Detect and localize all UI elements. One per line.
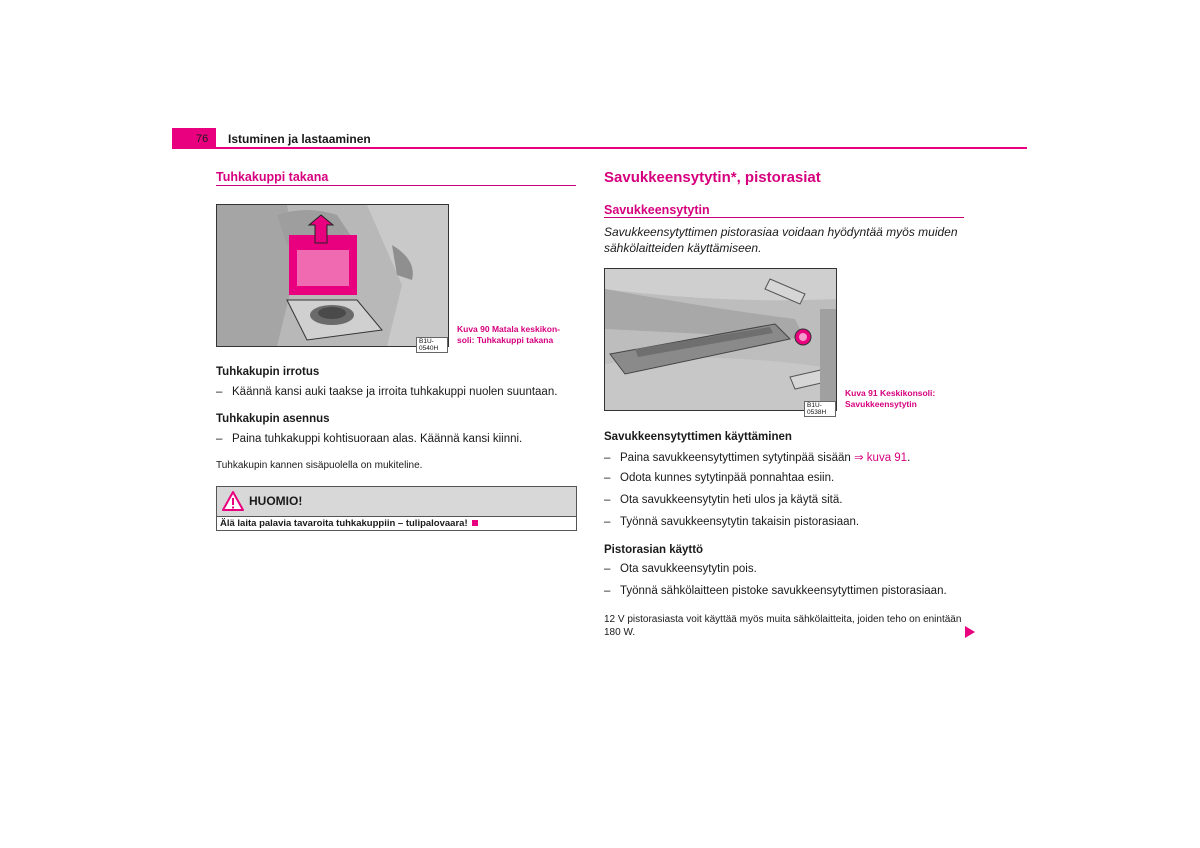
socket-step-1: – Ota savukkeensytytin pois. <box>604 563 757 575</box>
running-head: Istuminen ja lastaaminen <box>228 132 371 146</box>
install-step: – Paina tuhkakuppi kohtisuoraan alas. Käännä kansi kiinni. <box>216 433 523 445</box>
warning-text-row <box>220 518 478 529</box>
step-text: Ota savukkeensytytin heti ulos ja käytä sitä. <box>620 494 843 506</box>
step-text: Ota savukkeensytytin pois. <box>620 563 757 575</box>
figure-ashtray-image <box>216 204 449 352</box>
intro-line: sähkölaitteiden käyttämiseen. <box>604 241 762 255</box>
figure-code: B1U-0540H <box>416 337 448 353</box>
step-text: Paina savukkeensytyttimen sytytinpää sisään <box>620 452 851 464</box>
step-text: Käännä kansi auki taakse ja irroita tuhkakuppi nuolen suuntaan. <box>232 386 558 398</box>
page-number-box <box>172 128 216 148</box>
figure-lighter-image <box>604 268 837 416</box>
caption-line: Savukkeensytytin <box>845 399 917 409</box>
note-line: 12 V pistorasiasta voit käyttää myös muita sähkölaitteita, joiden teho on enintään <box>604 614 962 625</box>
socket-heading: Pistorasian käyttö <box>604 544 704 556</box>
section-rule <box>604 217 964 218</box>
section-title-ashtray: Tuhkakuppi takana <box>216 170 329 184</box>
usage-step-3: – Ota savukkeensytytin heti ulos ja käytä sitä. <box>604 494 843 506</box>
caption-line: Kuva 90 Matala keskikon- <box>457 324 560 334</box>
usage-step-4: – Työnnä savukkeensytytin takaisin pistorasiaan. <box>604 516 860 528</box>
figure-code: B1U-0538H <box>804 401 836 417</box>
socket-step-2: – Työnnä sähkölaitteen pistoke savukkeensytyttimen pistorasiaan. <box>604 585 947 597</box>
removal-heading: Tuhkakupin irrotus <box>216 366 320 378</box>
usage-step-2: – Odota kunnes sytytinpää ponnahtaa esiin. <box>604 472 835 484</box>
usage-heading: Savukkeensytyttimen käyttäminen <box>604 431 792 443</box>
step-text-end: . <box>907 452 911 464</box>
section-title-lighter: Savukkeensytytin <box>604 203 710 217</box>
intro-line: Savukkeensytyttimen pistorasiaa voidaan hyödyntää myös muiden <box>604 225 958 239</box>
warning-title: HUOMIO! <box>249 494 303 508</box>
removal-step: – Käännä kansi auki taakse ja irroita tuhkakuppi nuolen suuntaan. <box>216 386 558 398</box>
warning-box <box>216 486 577 531</box>
section-rule <box>216 185 576 186</box>
figure-reference-link[interactable]: ⇒ kuva 91 <box>853 452 908 464</box>
main-title: Savukkeensytytin*, pistorasiat <box>604 169 821 186</box>
intro-text <box>604 224 958 256</box>
install-heading: Tuhkakupin asennus <box>216 413 330 425</box>
caption-line: soli: Tuhkakuppi takana <box>457 335 554 345</box>
continue-arrow-icon <box>965 626 975 638</box>
end-square-icon <box>472 520 478 526</box>
usage-step-1: – Paina savukkeensytyttimen sytytinpää sisään ⇒ kuva 91. <box>604 452 911 464</box>
warning-triangle-icon <box>222 491 244 511</box>
step-text: Työnnä savukkeensytytin takaisin pistorasiaan. <box>620 516 860 528</box>
page-number: 76 <box>196 133 209 145</box>
figure-91-caption <box>845 388 935 410</box>
warning-header <box>217 487 576 517</box>
note-line: 180 W. <box>604 627 636 638</box>
figure-90-caption <box>457 324 560 346</box>
step-text: Odota kunnes sytytinpää ponnahtaa esiin. <box>620 472 835 484</box>
mug-holder-note: Tuhkakupin kannen sisäpuolella on mukiteline. <box>216 460 423 471</box>
ashtray-illustration <box>217 205 448 346</box>
warning-text: Älä laita palavia tavaroita tuhkakuppiin – tulipalovaara! <box>220 518 468 529</box>
step-text: Paina tuhkakuppi kohtisuoraan alas. Käännä kansi kiinni. <box>232 433 523 445</box>
header-rule <box>172 147 1027 149</box>
step-text: Työnnä sähkölaitteen pistoke savukkeensytyttimen pistorasiaan. <box>620 585 947 597</box>
console-illustration <box>605 269 836 410</box>
power-note <box>604 613 961 639</box>
caption-line: Kuva 91 Keskikonsoli: <box>845 388 936 398</box>
